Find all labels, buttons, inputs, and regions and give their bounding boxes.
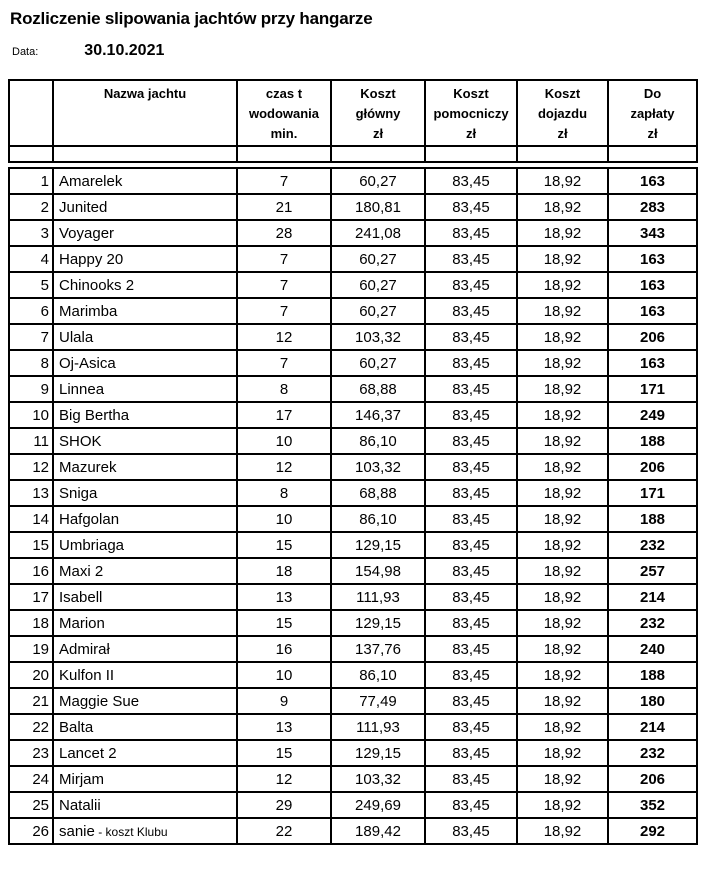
cell-koszt-pomocniczy: 83,45 [425, 272, 517, 298]
cell-do-zaplaty: 206 [608, 766, 697, 792]
cell-yacht-name: Amarelek [53, 168, 237, 194]
cell-koszt-glowny: 86,10 [331, 662, 425, 688]
cell-yacht-name: Chinooks 2 [53, 272, 237, 298]
cell-koszt-pomocniczy: 83,45 [425, 168, 517, 194]
table-row [9, 506, 697, 532]
cell-yacht-name: Voyager [53, 220, 237, 246]
cell-row-number: 2 [9, 194, 53, 220]
cell-koszt-pomocniczy: 83,45 [425, 688, 517, 714]
cell-koszt-dojazdu: 18,92 [517, 688, 608, 714]
empty-row [9, 146, 697, 162]
cell-row-number: 20 [9, 662, 53, 688]
table-row [9, 766, 697, 792]
cell-do-zaplaty: 257 [608, 558, 697, 584]
cell-czas-wodowania: 15 [237, 740, 331, 766]
cell-do-zaplaty: 249 [608, 402, 697, 428]
cell-do-zaplaty: 163 [608, 168, 697, 194]
cell-koszt-glowny: 111,93 [331, 714, 425, 740]
cell-row-number: 23 [9, 740, 53, 766]
cell-yacht-name: Happy 20 [53, 246, 237, 272]
cell-koszt-pomocniczy: 83,45 [425, 350, 517, 376]
cell-czas-wodowania: 15 [237, 610, 331, 636]
column-header-nazwa-jachtu: Nazwa jachtu [53, 80, 237, 146]
cell-koszt-dojazdu: 18,92 [517, 662, 608, 688]
cell-koszt-pomocniczy: 83,45 [425, 636, 517, 662]
table-row [9, 610, 697, 636]
cell-yacht-name: Maggie Sue [53, 688, 237, 714]
cell-koszt-glowny: 60,27 [331, 272, 425, 298]
cell-yacht-name: Kulfon II [53, 662, 237, 688]
cell-koszt-dojazdu: 18,92 [517, 558, 608, 584]
table-row [9, 220, 697, 246]
cell-yacht-name: Marimba [53, 298, 237, 324]
cell-koszt-glowny: 189,42 [331, 818, 425, 844]
cell-koszt-dojazdu: 18,92 [517, 610, 608, 636]
cell-czas-wodowania: 7 [237, 350, 331, 376]
cell-koszt-glowny: 86,10 [331, 428, 425, 454]
table-row [9, 584, 697, 610]
cell-do-zaplaty: 232 [608, 740, 697, 766]
cell-yacht-name: Isabell [53, 584, 237, 610]
cell-koszt-pomocniczy: 83,45 [425, 246, 517, 272]
cell-koszt-dojazdu: 18,92 [517, 246, 608, 272]
cell-czas-wodowania: 12 [237, 454, 331, 480]
cell-czas-wodowania: 9 [237, 688, 331, 714]
table-row [9, 168, 697, 194]
cell-koszt-pomocniczy: 83,45 [425, 558, 517, 584]
cell-czas-wodowania: 22 [237, 818, 331, 844]
cell-koszt-dojazdu: 18,92 [517, 792, 608, 818]
cell-koszt-glowny: 103,32 [331, 324, 425, 350]
cell-yacht-name: Linnea [53, 376, 237, 402]
cell-row-number: 5 [9, 272, 53, 298]
cell-koszt-pomocniczy: 83,45 [425, 376, 517, 402]
cell-row-number: 24 [9, 766, 53, 792]
document-title: Rozliczenie slipowania jachtów przy hangarze [10, 9, 373, 28]
cell-koszt-pomocniczy: 83,45 [425, 480, 517, 506]
cell-yacht-name: Big Bertha [53, 402, 237, 428]
cell-koszt-dojazdu: 18,92 [517, 636, 608, 662]
column-header-nr [9, 80, 53, 146]
cell-koszt-dojazdu: 18,92 [517, 818, 608, 844]
cell-koszt-glowny: 249,69 [331, 792, 425, 818]
cell-koszt-glowny: 68,88 [331, 376, 425, 402]
cell-czas-wodowania: 18 [237, 558, 331, 584]
table-row [9, 350, 697, 376]
column-header-koszt-glowny: Koszt główny zł [331, 80, 425, 146]
cell-czas-wodowania: 16 [237, 636, 331, 662]
cell-do-zaplaty: 352 [608, 792, 697, 818]
cell-czas-wodowania: 8 [237, 480, 331, 506]
table-row [9, 636, 697, 662]
cell-koszt-dojazdu: 18,92 [517, 584, 608, 610]
cell-do-zaplaty: 232 [608, 532, 697, 558]
cell-row-number: 8 [9, 350, 53, 376]
cell-czas-wodowania: 13 [237, 584, 331, 610]
cell-koszt-pomocniczy: 83,45 [425, 324, 517, 350]
cell-row-number: 12 [9, 454, 53, 480]
cell-koszt-pomocniczy: 83,45 [425, 402, 517, 428]
column-header-czas-wodowania: czas t wodowania min. [237, 80, 331, 146]
cell-yacht-name: Sniga [53, 480, 237, 506]
cell-row-number: 1 [9, 168, 53, 194]
cell-yacht-name: Hafgolan [53, 506, 237, 532]
cell-row-number: 9 [9, 376, 53, 402]
cell-czas-wodowania: 10 [237, 428, 331, 454]
cell-koszt-pomocniczy: 83,45 [425, 298, 517, 324]
empty-cell-koszt-dojazdu [517, 146, 608, 162]
cell-koszt-pomocniczy: 83,45 [425, 818, 517, 844]
empty-cell-koszt-pomocniczy [425, 146, 517, 162]
slipping-settlement-table [8, 79, 698, 845]
table-row [9, 688, 697, 714]
cell-row-number: 18 [9, 610, 53, 636]
cell-koszt-glowny: 68,88 [331, 480, 425, 506]
cell-koszt-dojazdu: 18,92 [517, 168, 608, 194]
cell-koszt-glowny: 129,15 [331, 532, 425, 558]
table-row [9, 792, 697, 818]
cell-do-zaplaty: 171 [608, 480, 697, 506]
cell-do-zaplaty: 171 [608, 376, 697, 402]
cell-koszt-glowny: 60,27 [331, 350, 425, 376]
cell-czas-wodowania: 15 [237, 532, 331, 558]
cell-koszt-dojazdu: 18,92 [517, 454, 608, 480]
cell-koszt-glowny: 103,32 [331, 454, 425, 480]
cell-koszt-pomocniczy: 83,45 [425, 506, 517, 532]
cell-yacht-name: SHOK [53, 428, 237, 454]
cell-yacht-name: sanie - koszt Klubu [53, 818, 237, 844]
table-header-row [9, 80, 697, 146]
cell-do-zaplaty: 163 [608, 272, 697, 298]
cell-row-number: 19 [9, 636, 53, 662]
cell-row-number: 11 [9, 428, 53, 454]
cell-czas-wodowania: 13 [237, 714, 331, 740]
cell-yacht-name: Maxi 2 [53, 558, 237, 584]
cell-koszt-dojazdu: 18,92 [517, 740, 608, 766]
cell-do-zaplaty: 188 [608, 662, 697, 688]
table-row [9, 714, 697, 740]
cell-koszt-glowny: 111,93 [331, 584, 425, 610]
table-row [9, 402, 697, 428]
cell-koszt-dojazdu: 18,92 [517, 532, 608, 558]
cell-do-zaplaty: 240 [608, 636, 697, 662]
column-header-koszt-pomocniczy: Koszt pomocniczy zł [425, 80, 517, 146]
cell-koszt-dojazdu: 18,92 [517, 194, 608, 220]
cell-row-number: 7 [9, 324, 53, 350]
cell-koszt-dojazdu: 18,92 [517, 220, 608, 246]
date-label: Data: [12, 46, 39, 58]
cell-czas-wodowania: 7 [237, 298, 331, 324]
cell-do-zaplaty: 214 [608, 584, 697, 610]
cell-koszt-pomocniczy: 83,45 [425, 194, 517, 220]
yacht-name-note: - koszt Klubu [94, 824, 168, 839]
table-row [9, 298, 697, 324]
cell-yacht-name: Oj-Asica [53, 350, 237, 376]
table-row [9, 246, 697, 272]
cell-koszt-glowny: 103,32 [331, 766, 425, 792]
table-row [9, 272, 697, 298]
table-row [9, 428, 697, 454]
cell-row-number: 13 [9, 480, 53, 506]
cell-yacht-name: Lancet 2 [53, 740, 237, 766]
cell-koszt-glowny: 60,27 [331, 298, 425, 324]
empty-cell-nazwa-jachtu [53, 146, 237, 162]
cell-koszt-glowny: 154,98 [331, 558, 425, 584]
cell-koszt-dojazdu: 18,92 [517, 272, 608, 298]
cell-yacht-name: Natalii [53, 792, 237, 818]
cell-czas-wodowania: 10 [237, 506, 331, 532]
cell-koszt-glowny: 137,76 [331, 636, 425, 662]
cell-do-zaplaty: 214 [608, 714, 697, 740]
cell-koszt-dojazdu: 18,92 [517, 324, 608, 350]
cell-koszt-dojazdu: 18,92 [517, 350, 608, 376]
cell-row-number: 25 [9, 792, 53, 818]
cell-koszt-glowny: 180,81 [331, 194, 425, 220]
cell-koszt-dojazdu: 18,92 [517, 714, 608, 740]
cell-do-zaplaty: 283 [608, 194, 697, 220]
cell-koszt-dojazdu: 18,92 [517, 480, 608, 506]
empty-cell-czas-wodowania [237, 146, 331, 162]
cell-do-zaplaty: 206 [608, 324, 697, 350]
cell-czas-wodowania: 10 [237, 662, 331, 688]
cell-row-number: 15 [9, 532, 53, 558]
cell-czas-wodowania: 12 [237, 324, 331, 350]
cell-row-number: 26 [9, 818, 53, 844]
cell-yacht-name: Balta [53, 714, 237, 740]
cell-yacht-name: Marion [53, 610, 237, 636]
table-row [9, 480, 697, 506]
cell-yacht-name: Mazurek [53, 454, 237, 480]
cell-czas-wodowania: 17 [237, 402, 331, 428]
cell-row-number: 10 [9, 402, 53, 428]
cell-czas-wodowania: 12 [237, 766, 331, 792]
cell-koszt-dojazdu: 18,92 [517, 376, 608, 402]
table-row [9, 818, 697, 844]
cell-koszt-dojazdu: 18,92 [517, 506, 608, 532]
cell-do-zaplaty: 163 [608, 246, 697, 272]
cell-koszt-pomocniczy: 83,45 [425, 766, 517, 792]
cell-row-number: 6 [9, 298, 53, 324]
cell-koszt-pomocniczy: 83,45 [425, 584, 517, 610]
cell-koszt-glowny: 241,08 [331, 220, 425, 246]
cell-do-zaplaty: 180 [608, 688, 697, 714]
cell-koszt-pomocniczy: 83,45 [425, 662, 517, 688]
cell-koszt-dojazdu: 18,92 [517, 298, 608, 324]
cell-koszt-pomocniczy: 83,45 [425, 740, 517, 766]
cell-yacht-name: Admirał [53, 636, 237, 662]
cell-koszt-dojazdu: 18,92 [517, 402, 608, 428]
cell-koszt-glowny: 60,27 [331, 168, 425, 194]
cell-czas-wodowania: 7 [237, 272, 331, 298]
empty-cell-do-zaplaty [608, 146, 697, 162]
cell-koszt-pomocniczy: 83,45 [425, 714, 517, 740]
cell-czas-wodowania: 28 [237, 220, 331, 246]
date-line [0, 29, 703, 60]
cell-row-number: 22 [9, 714, 53, 740]
cell-koszt-pomocniczy: 83,45 [425, 428, 517, 454]
column-header-do-zaplaty: Do zapłaty zł [608, 80, 697, 146]
cell-row-number: 3 [9, 220, 53, 246]
cell-do-zaplaty: 206 [608, 454, 697, 480]
table-row [9, 740, 697, 766]
cell-do-zaplaty: 343 [608, 220, 697, 246]
cell-koszt-pomocniczy: 83,45 [425, 532, 517, 558]
cell-row-number: 16 [9, 558, 53, 584]
table-body [9, 146, 697, 844]
table-row [9, 558, 697, 584]
cell-czas-wodowania: 29 [237, 792, 331, 818]
cell-row-number: 4 [9, 246, 53, 272]
cell-koszt-pomocniczy: 83,45 [425, 792, 517, 818]
cell-yacht-name: Junited [53, 194, 237, 220]
cell-koszt-dojazdu: 18,92 [517, 766, 608, 792]
cell-do-zaplaty: 292 [608, 818, 697, 844]
cell-koszt-pomocniczy: 83,45 [425, 220, 517, 246]
cell-do-zaplaty: 232 [608, 610, 697, 636]
column-header-koszt-dojazdu: Koszt dojazdu zł [517, 80, 608, 146]
cell-koszt-glowny: 146,37 [331, 402, 425, 428]
table-row [9, 662, 697, 688]
cell-yacht-name: Mirjam [53, 766, 237, 792]
cell-row-number: 14 [9, 506, 53, 532]
cell-czas-wodowania: 8 [237, 376, 331, 402]
cell-czas-wodowania: 7 [237, 246, 331, 272]
cell-row-number: 21 [9, 688, 53, 714]
cell-koszt-pomocniczy: 83,45 [425, 454, 517, 480]
cell-koszt-glowny: 60,27 [331, 246, 425, 272]
empty-cell-nr [9, 146, 53, 162]
cell-czas-wodowania: 21 [237, 194, 331, 220]
cell-do-zaplaty: 188 [608, 506, 697, 532]
table-row [9, 454, 697, 480]
cell-koszt-dojazdu: 18,92 [517, 428, 608, 454]
cell-koszt-glowny: 86,10 [331, 506, 425, 532]
cell-koszt-pomocniczy: 83,45 [425, 610, 517, 636]
cell-yacht-name: Ulala [53, 324, 237, 350]
table-row [9, 194, 697, 220]
cell-do-zaplaty: 163 [608, 350, 697, 376]
cell-koszt-glowny: 77,49 [331, 688, 425, 714]
table-row [9, 324, 697, 350]
cell-do-zaplaty: 188 [608, 428, 697, 454]
date-value: 30.10.2021 [84, 42, 165, 59]
table-row [9, 532, 697, 558]
cell-koszt-glowny: 129,15 [331, 610, 425, 636]
empty-cell-koszt-glowny [331, 146, 425, 162]
cell-do-zaplaty: 163 [608, 298, 697, 324]
cell-czas-wodowania: 7 [237, 168, 331, 194]
cell-koszt-glowny: 129,15 [331, 740, 425, 766]
cell-yacht-name: Umbriaga [53, 532, 237, 558]
cell-row-number: 17 [9, 584, 53, 610]
table-row [9, 376, 697, 402]
